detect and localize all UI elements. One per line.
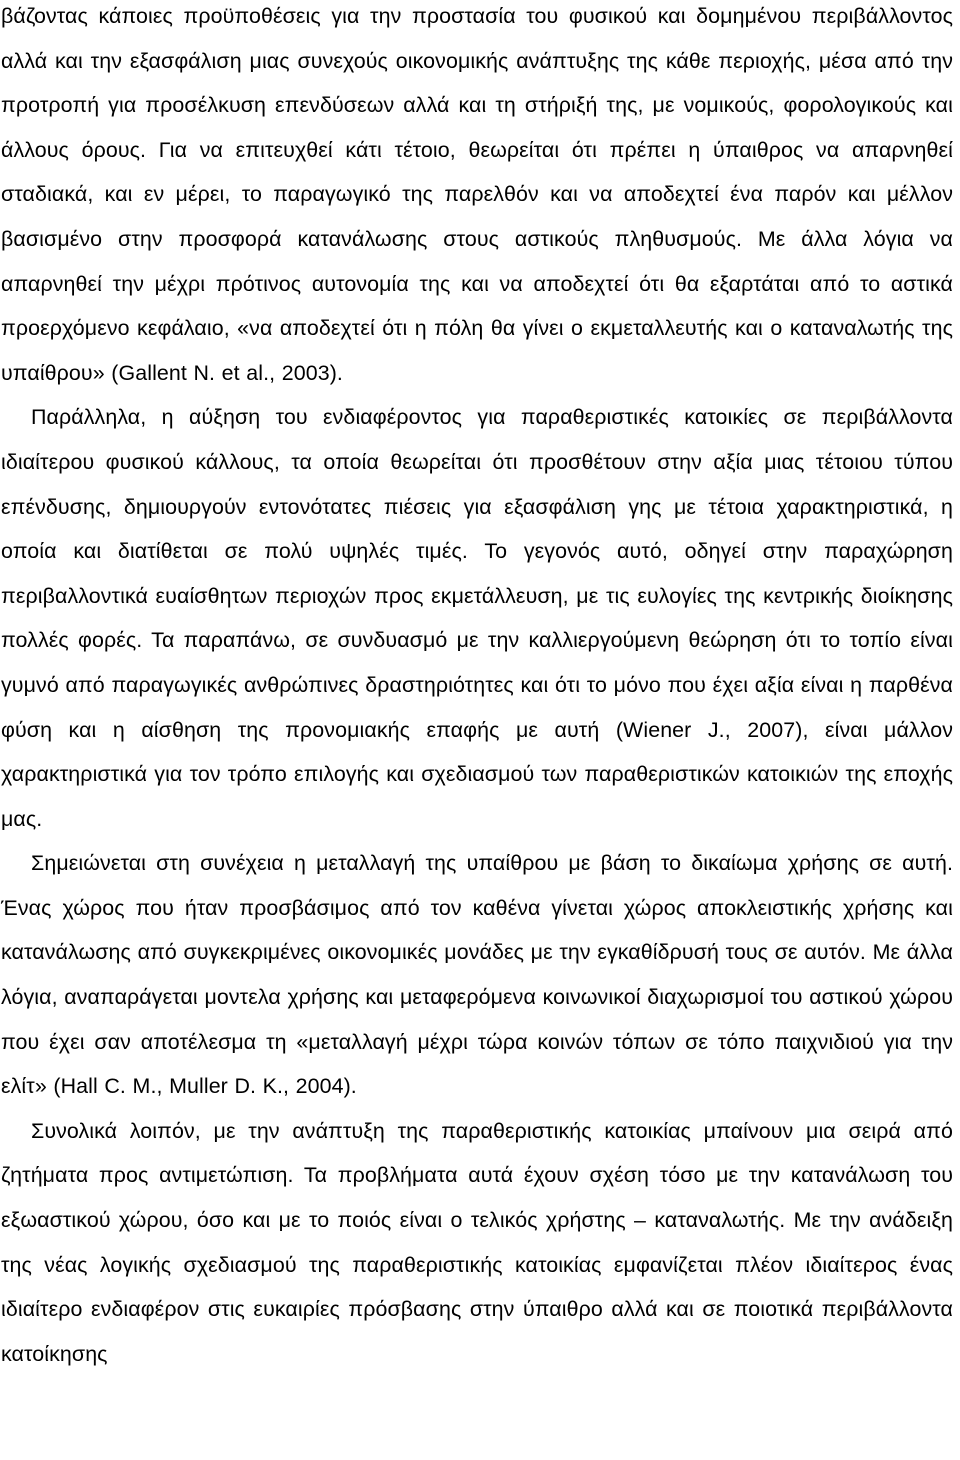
document-body [1, 0, 953, 1376]
paragraph-3: Σημειώνεται στη συνέχεια η μεταλλαγή της υπαίθρου με βάση το δικαίωμα χρήσης σε αυτή. Ένας χώρος που ήταν προσβάσιμος από τον καθένα γίνεται χώρος αποκλειστικής χρήσης και κατανάλωσης από συγκεκριμένες οικονομικές μονάδες με την εγκαθίδρυσή τους σε αυτόν. Με άλλα λόγια, αναπαράγεται μοντελα χρήσης και μεταφερόμενα κοινωνικοί διαχωρισμοί του αστικού χώρου που έχει σαν αποτέλεσμα τη «μεταλλαγή μέχρι τώρα κοινών τόπων σε τόπο παιχνιδιού για την ελίτ» (Hall C. M., Muller D. K., 2004). [1, 851, 953, 1099]
paragraph-4: Συνολικά λοιπόν, με την ανάπτυξη της παραθεριστικής κατοικίας μπαίνουν μια σειρά από ζητήματα προς αντιμετώπιση. Τα προβλήματα αυτά έχουν σχέση τόσο με την κατανάλωση του εξωαστικού χώρου, όσο και με το ποιός είναι ο τελικός χρήστης – καταναλωτής. Με την ανάδειξη της νέας λογικής σχεδιασμού της παραθεριστικής κατοικίας εμφανίζεται πλέον ιδιαίτερος ένας ιδιαίτερο ενδιαφέρον στις ευκαιρίες πρόσβασης στην ύπαιθρο αλλά και σε ποιοτικά περιβάλλοντα κατοίκησης [1, 1118, 953, 1366]
paragraph-2: Παράλληλα, η αύξηση του ενδιαφέροντος για παραθεριστικές κατοικίες σε περιβάλλοντα ιδιαίτερου φυσικού κάλλους, τα οποία θεωρείται ότι προσθέτουν στην αξία μιας τέτοιου τύπου επένδυσης, δημιουργούν εντονότατες πιέσεις για εξασφάλιση γης με τέτοια χαρακτηριστικά, η οποία και διατίθεται σε πολύ υψηλές τιμές. Το γεγονός αυτό, οδηγεί στην παραχώρηση περιβαλλοντικά ευαίσθητων περιοχών προς εκμετάλλευση, με τις ευλογίες της κεντρικής διοίκησης πολλές φορές. Τα παραπάνω, σε συνδυασμό με την καλλιεργούμενη θεώρηση ότι το τοπίο είναι γυμνό από παραγωγικές ανθρώπινες δραστηριότητες και ότι το μόνο που έχει αξία είναι η παρθένα φύση και η αίσθηση της προνομιακής επαφής με αυτή (Wiener J., 2007), είναι μάλλον χαρακτηριστικά για τον τρόπο επιλογής και σχεδιασμού των παραθεριστικών κατοικιών της εποχής μας. [1, 405, 953, 831]
paragraph-1: βάζοντας κάποιες προϋποθέσεις για την προστασία του φυσικού και δομημένου περιβάλλοντος αλλά και την εξασφάλιση μιας συνεχούς οικονομικής ανάπτυξης της κάθε περιοχής, μέσα από την προτροπή για προσέλκυση επενδύσεων αλλά και τη στήριξή της, με νομικούς, φορολογικούς και άλλους όρους. Για να επιτευχθεί κάτι τέτοιο, θεωρείται ότι πρέπει η ύπαιθρος να απαρνηθεί σταδιακά, και εν μέρει, το παραγωγικό της παρελθόν και να αποδεχτεί ένα παρόν και μέλλον βασισμένο στην προσφορά κατανάλωσης στους αστικούς πληθυσμούς. Με άλλα λόγια να απαρνηθεί την μέχρι πρότινος αυτονομία της και να αποδεχτεί ότι θα εξαρτάται από το αστικά προερχόμενο κεφάλαιο, «να αποδεχτεί ότι η πόλη θα γίνει ο εκμεταλλευτής και ο καταναλωτής της υπαίθρου» (Gallent N. et al., 2003). [1, 4, 953, 385]
